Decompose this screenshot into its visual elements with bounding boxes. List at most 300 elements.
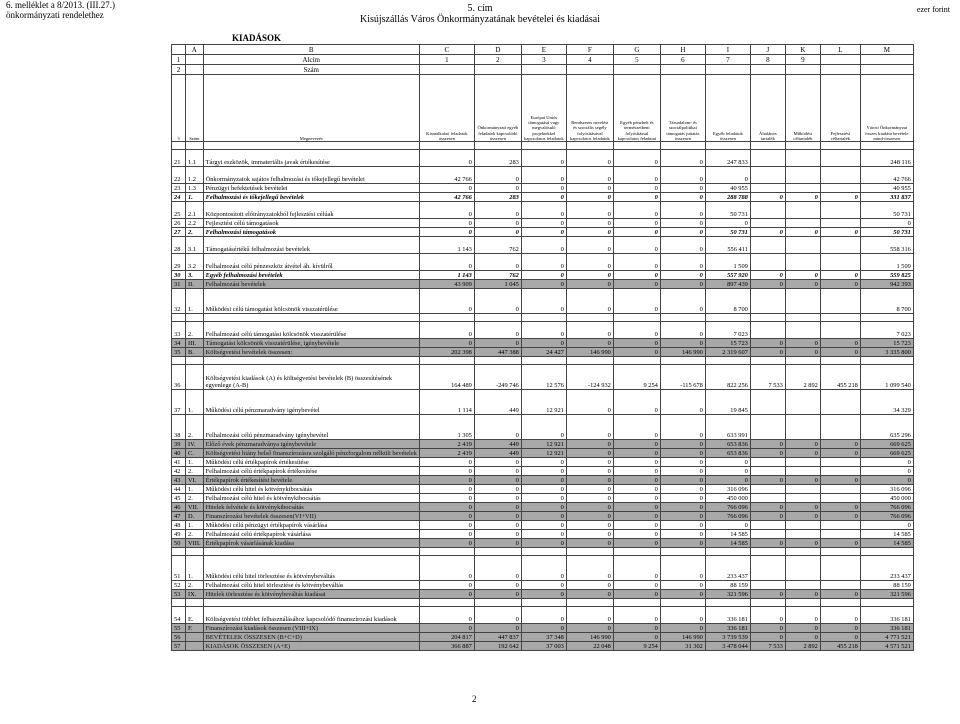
table-row [172,339,914,348]
value-cell: 366 887 [419,642,474,651]
value-cell: 248 116 [860,150,913,167]
value-cell: 7 023 [860,322,913,339]
value-cell: 0 [785,271,820,280]
spacer-row [172,357,914,365]
value-cell: 0 [660,607,705,624]
value-cell [820,202,860,219]
item-id: E. [186,607,204,624]
value-cell: 0 [785,339,820,348]
spacer-cell [474,599,521,607]
item-name: Felhalmozási célú értékpapírok értékesítése [203,467,419,476]
value-cell: 0 [566,440,613,449]
value-cell: 0 [613,322,660,339]
value-cell: 0 [474,494,521,503]
value-cell: 0 [521,254,566,271]
value-cell: 0 [613,167,660,184]
value-cell: 7 533 [750,365,785,390]
value-cell: 0 [613,348,660,357]
value-cell: 0 [613,521,660,530]
value-cell: 336 181 [705,607,750,624]
row-number: 36 [172,365,186,390]
value-cell: 1 509 [705,254,750,271]
section-title: KIADÁSOK [232,33,282,43]
item-id: 1. [186,556,204,581]
spacer-cell [474,357,521,365]
value-cell: 0 [419,228,474,237]
column-letter: H [660,45,705,55]
value-cell: 0 [566,339,613,348]
spacer-cell [785,314,820,322]
value-cell [750,458,785,467]
value-cell: 0 [521,556,566,581]
table-row [172,449,914,458]
row-number: 27 [172,228,186,237]
spacer-cell [750,142,785,150]
value-cell: 0 [419,150,474,167]
item-name: Hitelek felvétele és kötvénykibocsátás [203,503,419,512]
item-name: Felhalmozási célú támogatási kölcsönök visszatérülése [203,322,419,339]
item-name: Felhalmozási célú hitel és kötvénykibocsátás [203,494,419,503]
value-cell: 42 766 [860,167,913,184]
table-row [172,167,914,184]
item-id: 2. [186,228,204,237]
value-cell: 0 [566,219,613,228]
value-cell: 0 [613,458,660,467]
value-cell: 0 [660,339,705,348]
value-cell: 40 955 [705,184,750,193]
value-cell: 897 439 [705,280,750,289]
value-cell: -124 932 [566,365,613,390]
value-cell: 50 731 [860,228,913,237]
item-name: Felhalmozási támogatások [203,228,419,237]
value-cell: 0 [660,415,705,440]
value-cell: 0 [419,339,474,348]
value-cell: 0 [613,193,660,202]
spacer-cell [203,314,419,322]
value-cell: 0 [660,512,705,521]
value-cell: 0 [660,530,705,539]
table-row [172,193,914,202]
column-letter: G [613,45,660,55]
value-cell: 0 [785,193,820,202]
row-number: 42 [172,467,186,476]
value-cell: 0 [521,581,566,590]
value-cell: 0 [820,476,860,485]
item-id: 2. [186,467,204,476]
column-header: Fejlesztési céltartalék [820,75,860,142]
item-name: Felhalmozási és tőkejellegű bevételek [203,193,419,202]
value-cell: 283 [474,193,521,202]
value-cell: 0 [521,219,566,228]
value-cell [820,219,860,228]
item-name: Felhalmozási célú hitel törlesztése és kötvénybeváltás [203,581,419,590]
value-cell: 42 766 [419,193,474,202]
value-cell: 669 625 [860,440,913,449]
value-cell: 8 700 [705,289,750,314]
value-cell: 0 [660,476,705,485]
value-cell: 0 [613,390,660,415]
value-cell: 34 329 [860,390,913,415]
value-cell: 0 [820,624,860,633]
value-cell: 0 [419,202,474,219]
spacer-cell [566,357,613,365]
value-cell [820,467,860,476]
row-number: 45 [172,494,186,503]
spacer-cell [172,599,186,607]
value-cell: 0 [521,193,566,202]
value-cell: 0 [660,539,705,548]
value-cell: 0 [566,521,613,530]
row-number: 41 [172,458,186,467]
value-cell [750,219,785,228]
table-row [172,539,914,548]
spacer-cell [860,548,913,556]
table-row [172,365,914,390]
value-cell: 0 [566,271,613,280]
row-number: 22 [172,167,186,184]
value-cell: 0 [521,322,566,339]
page-number: 2 [472,694,477,704]
column-number: 4 [566,55,613,65]
value-cell: 0 [660,150,705,167]
row-number: 52 [172,581,186,590]
szam-row [172,65,914,75]
value-cell [750,581,785,590]
item-name: Felhalmozási célú pénzmaradvány igénybevétel [203,415,419,440]
value-cell: 0 [660,494,705,503]
title-line2: Kisújszállás Város Önkormányzatának bevételei és kiadásai [359,14,600,25]
value-cell: -115 678 [660,365,705,390]
value-cell: 233 437 [705,556,750,581]
table-row [172,642,914,651]
value-cell: 0 [521,530,566,539]
column-number: Alcím [203,55,419,65]
value-cell: 0 [566,193,613,202]
value-cell: 50 731 [705,202,750,219]
value-cell: 0 [566,449,613,458]
spacer-row [172,314,914,322]
spacer-cell [613,599,660,607]
table-row [172,184,914,193]
value-cell: 0 [419,289,474,314]
row-number: 32 [172,289,186,314]
value-cell [750,556,785,581]
value-cell: 0 [820,193,860,202]
value-cell [820,390,860,415]
item-name: Költségvetési kiadások (A) és költségvetési bevételek (B) összesítésének egyenlege (A-B) [203,365,419,390]
value-cell: 0 [566,476,613,485]
value-cell: 15 723 [705,339,750,348]
value-cell: 204 817 [419,633,474,642]
value-cell: 0 [705,521,750,530]
item-id: 2.1 [186,202,204,219]
value-cell: 2 892 [785,365,820,390]
value-cell [820,237,860,254]
value-cell: 37 003 [521,642,566,651]
item-name: Támogatási kölcsönök visszatérülése, igénybevétele [203,339,419,348]
value-cell: 0 [419,556,474,581]
value-cell: 0 [474,624,521,633]
spacer-cell [820,599,860,607]
szam-label: Szám [203,65,419,75]
item-id [186,633,204,642]
value-cell [750,289,785,314]
value-cell: 0 [613,467,660,476]
table-row [172,556,914,581]
value-cell: 0 [474,219,521,228]
spacer-cell [705,548,750,556]
value-cell: 331 837 [860,193,913,202]
value-cell: 4 771 521 [860,633,913,642]
value-cell: 0 [419,494,474,503]
empty-cell [785,65,820,75]
value-cell: 88 159 [705,581,750,590]
value-cell: 0 [660,458,705,467]
value-cell: 0 [660,322,705,339]
value-cell: 0 [820,271,860,280]
item-id: 1.2 [186,167,204,184]
spacer-cell [186,599,204,607]
spacer-cell [785,357,820,365]
value-cell: 0 [474,581,521,590]
value-cell: 0 [521,458,566,467]
value-cell: 0 [750,449,785,458]
spacer-cell [186,357,204,365]
value-cell [750,415,785,440]
value-cell: 0 [820,633,860,642]
value-cell: 50 731 [860,202,913,219]
value-cell: 0 [566,556,613,581]
item-id: IV. [186,440,204,449]
item-id: II. [186,280,204,289]
value-cell [820,458,860,467]
value-cell: 0 [750,271,785,280]
item-id: D. [186,512,204,521]
row-number: 2 [172,65,186,75]
value-cell [820,150,860,167]
value-cell: 0 [566,581,613,590]
spacer-cell [566,548,613,556]
value-cell [785,289,820,314]
empty-cell [660,65,705,75]
table-row [172,512,914,521]
value-cell: 0 [613,530,660,539]
table-row [172,271,914,280]
value-cell: 0 [521,415,566,440]
item-id: 3.2 [186,254,204,271]
value-cell: 2 319 607 [705,348,750,357]
value-cell: 0 [613,440,660,449]
value-cell [785,556,820,581]
item-id: B. [186,348,204,357]
value-cell: 0 [860,458,913,467]
value-cell: 0 [705,476,750,485]
value-cell: 14 585 [705,530,750,539]
table-row [172,581,914,590]
value-cell: 0 [660,590,705,599]
item-name: Működési célú értékpapírok értékesítése [203,458,419,467]
value-cell: 0 [660,167,705,184]
value-cell: 0 [474,228,521,237]
item-name: BEVÉTELEK ÖSSZESEN (B+C+D) [203,633,419,642]
row-number: 24 [172,193,186,202]
table-row [172,485,914,494]
value-cell: 0 [566,494,613,503]
value-cell: 0 [820,280,860,289]
value-cell: 0 [613,590,660,599]
value-cell: 0 [474,254,521,271]
column-letter: M [860,45,913,55]
row-number: 46 [172,503,186,512]
value-cell: 0 [474,539,521,548]
row-number: 43 [172,476,186,485]
value-cell: 0 [474,184,521,193]
empty-cell [474,65,521,75]
value-cell: 0 [613,503,660,512]
spacer-cell [750,357,785,365]
value-cell: 0 [660,184,705,193]
row-number: 34 [172,339,186,348]
value-cell: 1 509 [860,254,913,271]
table-row [172,624,914,633]
value-cell: 653 836 [705,440,750,449]
value-cell: 0 [613,512,660,521]
row-number: 35 [172,348,186,357]
value-cell: 0 [785,440,820,449]
spacer-cell [566,599,613,607]
value-cell: 0 [613,485,660,494]
value-cell: 0 [613,415,660,440]
item-name: Működési célú hitel és kötvénykibocsátás [203,485,419,494]
spacer-cell [566,142,613,150]
value-cell: 449 [474,449,521,458]
value-cell [750,254,785,271]
value-cell: 7 023 [705,322,750,339]
value-cell: 8 700 [860,289,913,314]
table-row [172,237,914,254]
value-cell: 0 [419,624,474,633]
table-row [172,503,914,512]
item-name: Hitelek törlesztése és kötvénybeváltás kiadásai [203,590,419,599]
column-header: Önkormányzati egyéb feladatok kapcsolódó összesen [474,75,521,142]
value-cell [750,322,785,339]
value-cell: 0 [860,219,913,228]
value-cell: 0 [521,512,566,521]
spacer-cell [820,548,860,556]
item-id: 3. [186,271,204,280]
value-cell: 0 [660,390,705,415]
value-cell: 0 [750,624,785,633]
value-cell: 0 [566,415,613,440]
item-id: 2. [186,494,204,503]
value-cell [750,485,785,494]
value-cell: 4 571 521 [860,642,913,651]
item-id: VI. [186,476,204,485]
spacer-row [172,142,914,150]
row-number: 54 [172,607,186,624]
item-name: Tárgyi eszközök, immateriális javak értékesítése [203,150,419,167]
value-cell: 0 [521,339,566,348]
item-id: 1.1 [186,150,204,167]
value-cell: 37 348 [521,633,566,642]
value-cell: 0 [820,512,860,521]
value-cell: 0 [566,254,613,271]
value-cell: 0 [613,202,660,219]
spacer-cell [613,142,660,150]
value-cell: 762 [474,271,521,280]
column-letter: L [820,45,860,55]
value-cell: 0 [750,633,785,642]
value-cell: 0 [566,530,613,539]
value-cell: 0 [566,228,613,237]
value-cell: 0 [474,607,521,624]
table-row [172,150,914,167]
item-id [186,365,204,390]
value-cell: 822 256 [705,365,750,390]
value-cell: 0 [474,339,521,348]
value-cell: 0 [613,556,660,581]
table-row [172,348,914,357]
value-cell: 0 [820,228,860,237]
row-number: 3 [172,75,186,142]
column-number: 8 [750,55,785,65]
value-cell: 766 096 [705,512,750,521]
value-cell: 0 [785,228,820,237]
item-id: 1. [186,485,204,494]
value-cell: 0 [419,539,474,548]
column-header: Általános tartalék [750,75,785,142]
value-cell: 22 048 [566,642,613,651]
row-number: 56 [172,633,186,642]
value-cell: 0 [613,271,660,280]
value-cell [785,150,820,167]
empty-cell [186,65,204,75]
value-cell: 0 [613,289,660,314]
value-cell: 0 [566,390,613,415]
value-cell: 0 [750,228,785,237]
spacer-cell [172,142,186,150]
value-cell: 0 [750,539,785,548]
spacer-cell [186,142,204,150]
value-cell: 1 143 [419,271,474,280]
table-row [172,467,914,476]
value-cell [750,184,785,193]
value-cell: 0 [750,476,785,485]
row-number: 51 [172,556,186,581]
column-number: 1 [419,55,474,65]
megnevezes-header: Megnevezés [203,75,419,142]
item-name: KIADÁSOK ÖSSZESEN (A+E) [203,642,419,651]
value-cell: 0 [566,458,613,467]
value-cell: 283 [474,150,521,167]
item-name: Értékpapírok értékesítési bevétele [203,476,419,485]
value-cell: 0 [860,467,913,476]
column-letter: A [186,45,204,55]
spacer-cell [521,142,566,150]
value-cell: 0 [419,512,474,521]
value-cell: 0 [660,219,705,228]
row-number: 31 [172,280,186,289]
value-cell [785,184,820,193]
row-number: 53 [172,590,186,599]
value-cell [750,237,785,254]
value-cell: 12 921 [521,390,566,415]
value-cell: 0 [474,530,521,539]
column-header: Társadalom- és szociálpolitikai támogatás juttatás összesen [660,75,705,142]
value-cell [750,390,785,415]
value-cell: 0 [566,624,613,633]
value-cell: 0 [660,280,705,289]
